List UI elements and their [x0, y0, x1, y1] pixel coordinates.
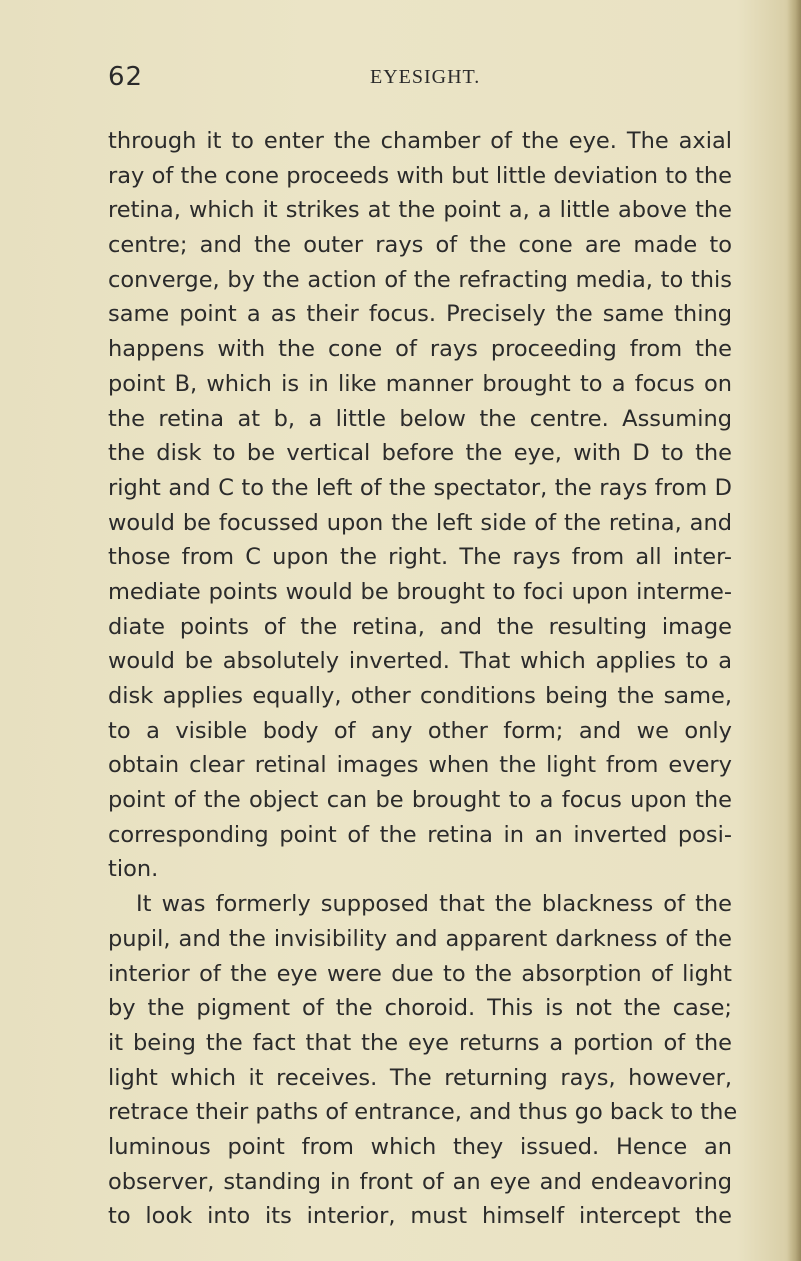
text-line: retrace their paths of entrance, and thus go back to the [108, 1099, 738, 1126]
text-line: would be absolutely inverted. That which applies to a [108, 648, 732, 675]
text-line: pupil, and the invisibility and apparent darkness of the [108, 925, 732, 952]
text-line: would be focussed upon the left side of the retina, and [108, 509, 732, 536]
text-line: through it to enter the chamber of the eye. The axial [108, 128, 732, 154]
text-line: disk applies equally, other conditions being the same, [108, 683, 732, 709]
text-line: centre; and the outer rays of the cone are made to [108, 232, 732, 259]
paragraph-start-line: It was formerly supposed that the blackness of the [136, 891, 732, 918]
text-line: mediate points would be brought to foci upon interme- [108, 578, 732, 605]
text-line: same point a as their focus. Precisely the same thing [108, 301, 732, 328]
text-line: those from C upon the right. The rays from all inter- [108, 544, 732, 571]
text-line: happens with the cone of rays proceeding from the [108, 336, 732, 363]
text-line: light which it receives. The returning rays, however, [108, 1064, 732, 1091]
body-text [108, 124, 738, 1234]
text-line: the retina at b, a little below the centre. Assuming [108, 405, 732, 432]
page-header [108, 62, 728, 102]
page-number: 62 [108, 62, 144, 92]
text-line: observer, standing in front of an eye and endeavoring [108, 1168, 732, 1195]
text-line: by the pigment of the choroid. This is not the case; [108, 995, 732, 1022]
text-line: diate points of the retina, and the resulting image [108, 613, 732, 640]
text-line: converge, by the action of the refracting media, to this [108, 266, 732, 293]
text-line: to look into its interior, must himself intercept the [108, 1203, 732, 1230]
text-line: point of the object can be brought to a focus upon the [108, 787, 732, 814]
page-edge-shadow [787, 0, 801, 1261]
text-line: obtain clear retinal images when the light from every [108, 752, 732, 779]
text-line: it being the fact that the eye returns a portion of the [108, 1029, 732, 1056]
text-line: luminous point from which they issued. Hence an [108, 1133, 732, 1160]
text-line: the disk to be vertical before the eye, with D to the [108, 440, 732, 467]
text-line: to a visible body of any other form; and we only [108, 717, 732, 744]
text-line: ray of the cone proceeds with but little deviation to the [108, 162, 732, 189]
text-line: corresponding point of the retina in an inverted posi- [108, 821, 732, 848]
text-line: interior of the eye were due to the absorption of light [108, 960, 732, 987]
text-line: right and C to the left of the spectator, the rays from D [108, 474, 732, 501]
running-head: EYESIGHT. [370, 66, 481, 88]
text-line: retina, which it strikes at the point a, a little above the [108, 197, 732, 224]
paragraph-end-line: tion. [108, 856, 159, 883]
text-line: point B, which is in like manner brought to a focus on [108, 370, 732, 397]
